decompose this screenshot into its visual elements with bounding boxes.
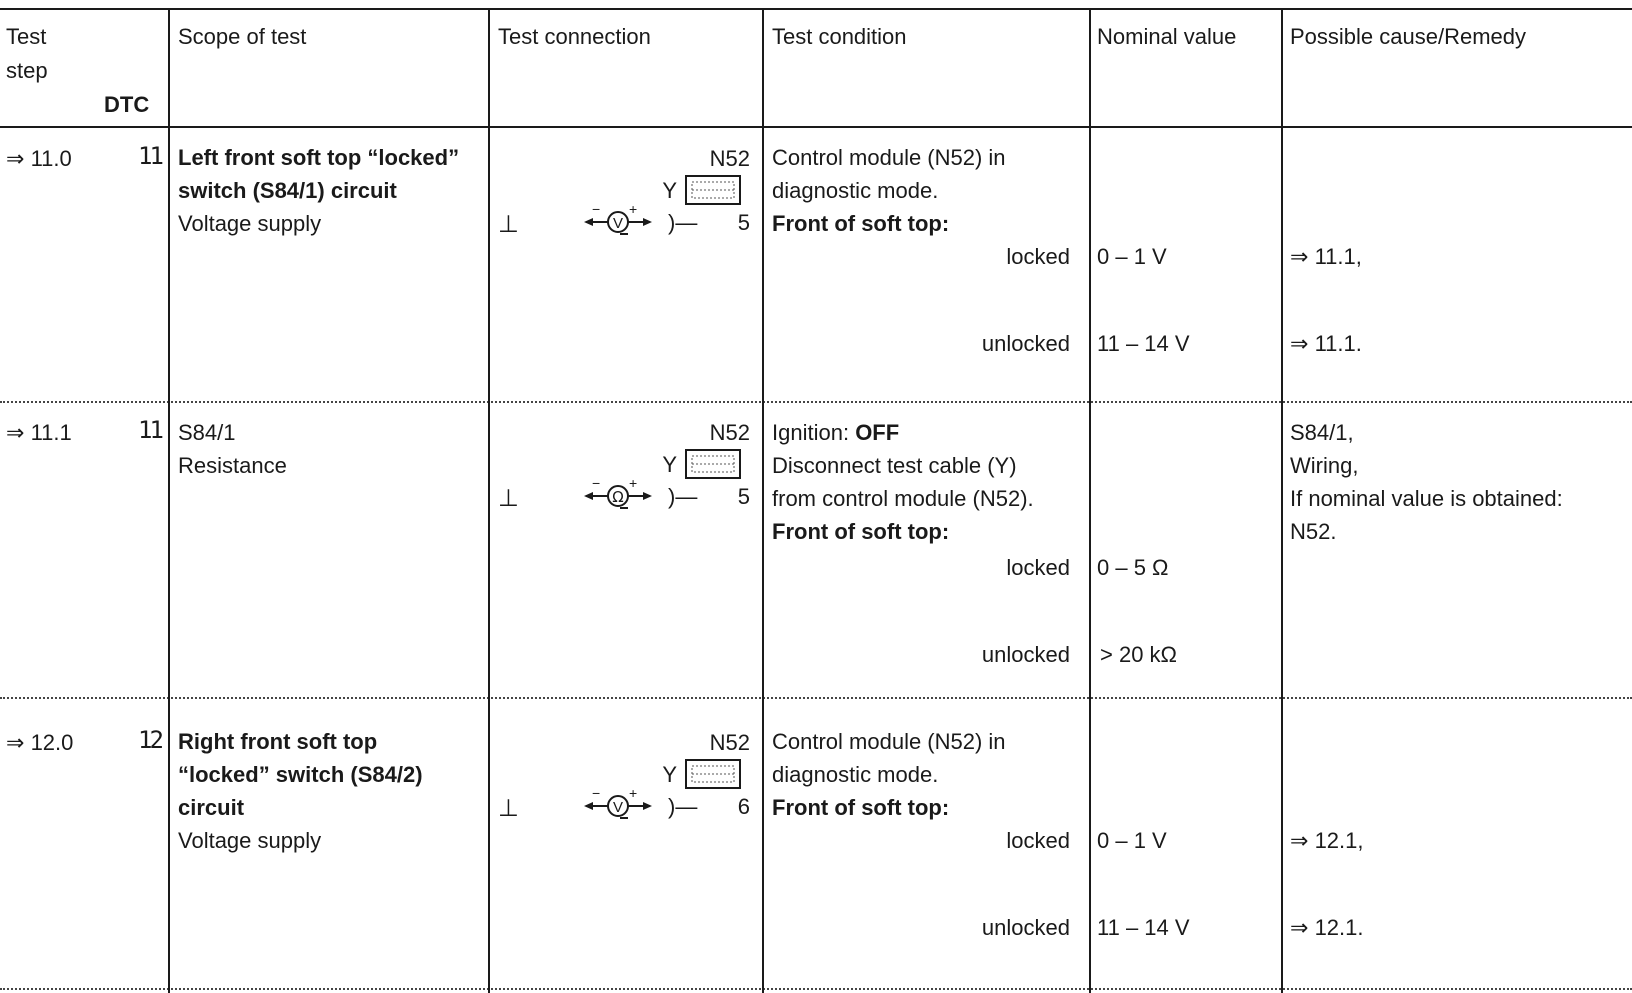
header-scope: Scope of test <box>178 24 307 49</box>
condition-11-0: Control module (N52) in diagnostic mode. Front of soft top: <box>772 145 1006 236</box>
scope-11-1: S84/1 Resistance <box>178 420 287 478</box>
svg-text:−: − <box>592 475 601 491</box>
row-divider-3 <box>0 988 1632 990</box>
arrow-icon: ⇒ <box>1290 331 1309 356</box>
test-step-12-0: ⇒ 12.0 <box>6 730 74 755</box>
header-bottom-rule <box>0 126 1632 128</box>
svg-text:−: − <box>592 201 601 217</box>
header-remedy: Possible cause/Remedy <box>1290 24 1527 49</box>
svg-text:+: + <box>629 201 638 217</box>
condition-12-0: Control module (N52) in diagnostic mode. Front of soft top: <box>772 729 1006 820</box>
header-nominal: Nominal value <box>1097 24 1237 49</box>
header-test-label: Test <box>6 24 47 49</box>
state-locked-12-0: locked <box>1006 828 1070 853</box>
pin-number: 6 <box>737 794 750 819</box>
cable-label: Y <box>662 452 677 477</box>
remedy-link-11-1a[interactable]: ⇒ 11.1, <box>1290 244 1362 269</box>
pin-number: 5 <box>737 484 750 509</box>
row-divider-1 <box>0 401 1632 403</box>
condition-11-1: Ignition: OFF Disconnect test cable (Y) from control module (N52). Front of soft top: <box>772 420 1034 544</box>
connector-icon <box>686 450 740 478</box>
arrow-icon: ⇒ <box>1290 244 1309 269</box>
voltmeter-icon <box>584 201 652 234</box>
dtc-code-12: 12 <box>138 726 161 754</box>
column-divider-scope <box>168 10 170 993</box>
connector-icon <box>686 760 740 788</box>
column-divider-remedy <box>1281 10 1283 993</box>
column-divider-nominal <box>1089 10 1091 993</box>
state-unlocked-11-1: unlocked <box>981 642 1070 667</box>
pin-connector-icon: )— <box>668 794 698 819</box>
header-connection: Test connection <box>498 24 651 49</box>
arrow-icon: ⇒ <box>6 420 25 445</box>
test-step-11-0: ⇒ 11.0 <box>6 146 72 171</box>
table-top-rule <box>0 8 1632 10</box>
cable-label: Y <box>662 762 677 787</box>
connector-icon <box>686 176 740 204</box>
header-test-step <box>6 20 48 88</box>
nominal-locked-11-0: 0 – 1 V <box>1097 244 1167 269</box>
row-divider-2 <box>0 697 1632 699</box>
scope-subtitle-12-0: Voltage supply <box>178 828 322 853</box>
svg-text:+: + <box>629 475 638 491</box>
arrow-icon: ⇒ <box>6 146 25 171</box>
ground-icon: ⊥ <box>498 794 519 822</box>
header-condition: Test condition <box>772 24 907 49</box>
dtc-code-11: 11 <box>138 416 161 444</box>
pin-number: 5 <box>737 210 750 235</box>
dtc-code-11: 11 <box>138 142 161 170</box>
state-unlocked-12-0: unlocked <box>981 915 1070 940</box>
module-label: N52 <box>709 420 750 445</box>
module-label: N52 <box>709 730 750 755</box>
ohmmeter-icon <box>584 475 652 508</box>
test-connection-diagram-11-0 <box>492 136 757 246</box>
cable-label: Y <box>662 178 677 203</box>
header-dtc: DTC <box>104 92 150 117</box>
remedy-link-11-1b[interactable]: ⇒ 11.1. <box>1290 331 1362 356</box>
scope-subtitle-11-0: Voltage supply <box>178 211 322 236</box>
remedy-link-12-1b[interactable]: ⇒ 12.1. <box>1290 915 1364 940</box>
pin-connector-icon: )— <box>668 210 698 235</box>
svg-text:V: V <box>612 799 624 816</box>
nominal-unlocked-11-0: 11 – 14 V <box>1097 331 1190 356</box>
test-connection-diagram-12-0 <box>492 720 757 830</box>
remedy-link-12-1a[interactable]: ⇒ 12.1, <box>1290 828 1364 853</box>
arrow-icon: ⇒ <box>1290 915 1309 940</box>
column-divider-condition <box>762 10 764 993</box>
nominal-unlocked-12-0: 11 – 14 V <box>1097 915 1190 940</box>
nominal-locked-11-1: 0 – 5 Ω <box>1097 555 1169 580</box>
scope-title-12-0: Right front soft top “locked” switch (S84/2) circuit <box>178 729 423 820</box>
nominal-unlocked-11-1: > 20 kΩ <box>1100 642 1177 667</box>
svg-text:Ω: Ω <box>612 488 624 506</box>
state-unlocked-11-0: unlocked <box>981 331 1070 356</box>
voltmeter-icon <box>584 785 652 818</box>
ground-icon: ⊥ <box>498 210 519 238</box>
ground-icon: ⊥ <box>498 484 519 512</box>
state-locked-11-0: locked <box>1006 244 1070 269</box>
nominal-locked-12-0: 0 – 1 V <box>1097 828 1167 853</box>
arrow-icon: ⇒ <box>1290 828 1309 853</box>
remedy-11-1: S84/1, Wiring, If nominal value is obtained: N52. <box>1290 420 1563 544</box>
test-connection-diagram-11-1 <box>492 410 757 520</box>
svg-text:+: + <box>629 785 638 801</box>
module-label: N52 <box>709 146 750 171</box>
state-locked-11-1: locked <box>1006 555 1070 580</box>
pin-connector-icon: )— <box>668 484 698 509</box>
svg-text:−: − <box>592 785 601 801</box>
test-step-11-1: ⇒ 11.1 <box>6 420 72 445</box>
column-divider-connection <box>488 10 490 993</box>
svg-text:V: V <box>612 215 624 232</box>
arrow-icon: ⇒ <box>6 730 25 755</box>
scope-title-11-0: Left front soft top “locked” switch (S84/1) circuit <box>178 145 460 203</box>
header-step-label: step <box>6 58 48 83</box>
